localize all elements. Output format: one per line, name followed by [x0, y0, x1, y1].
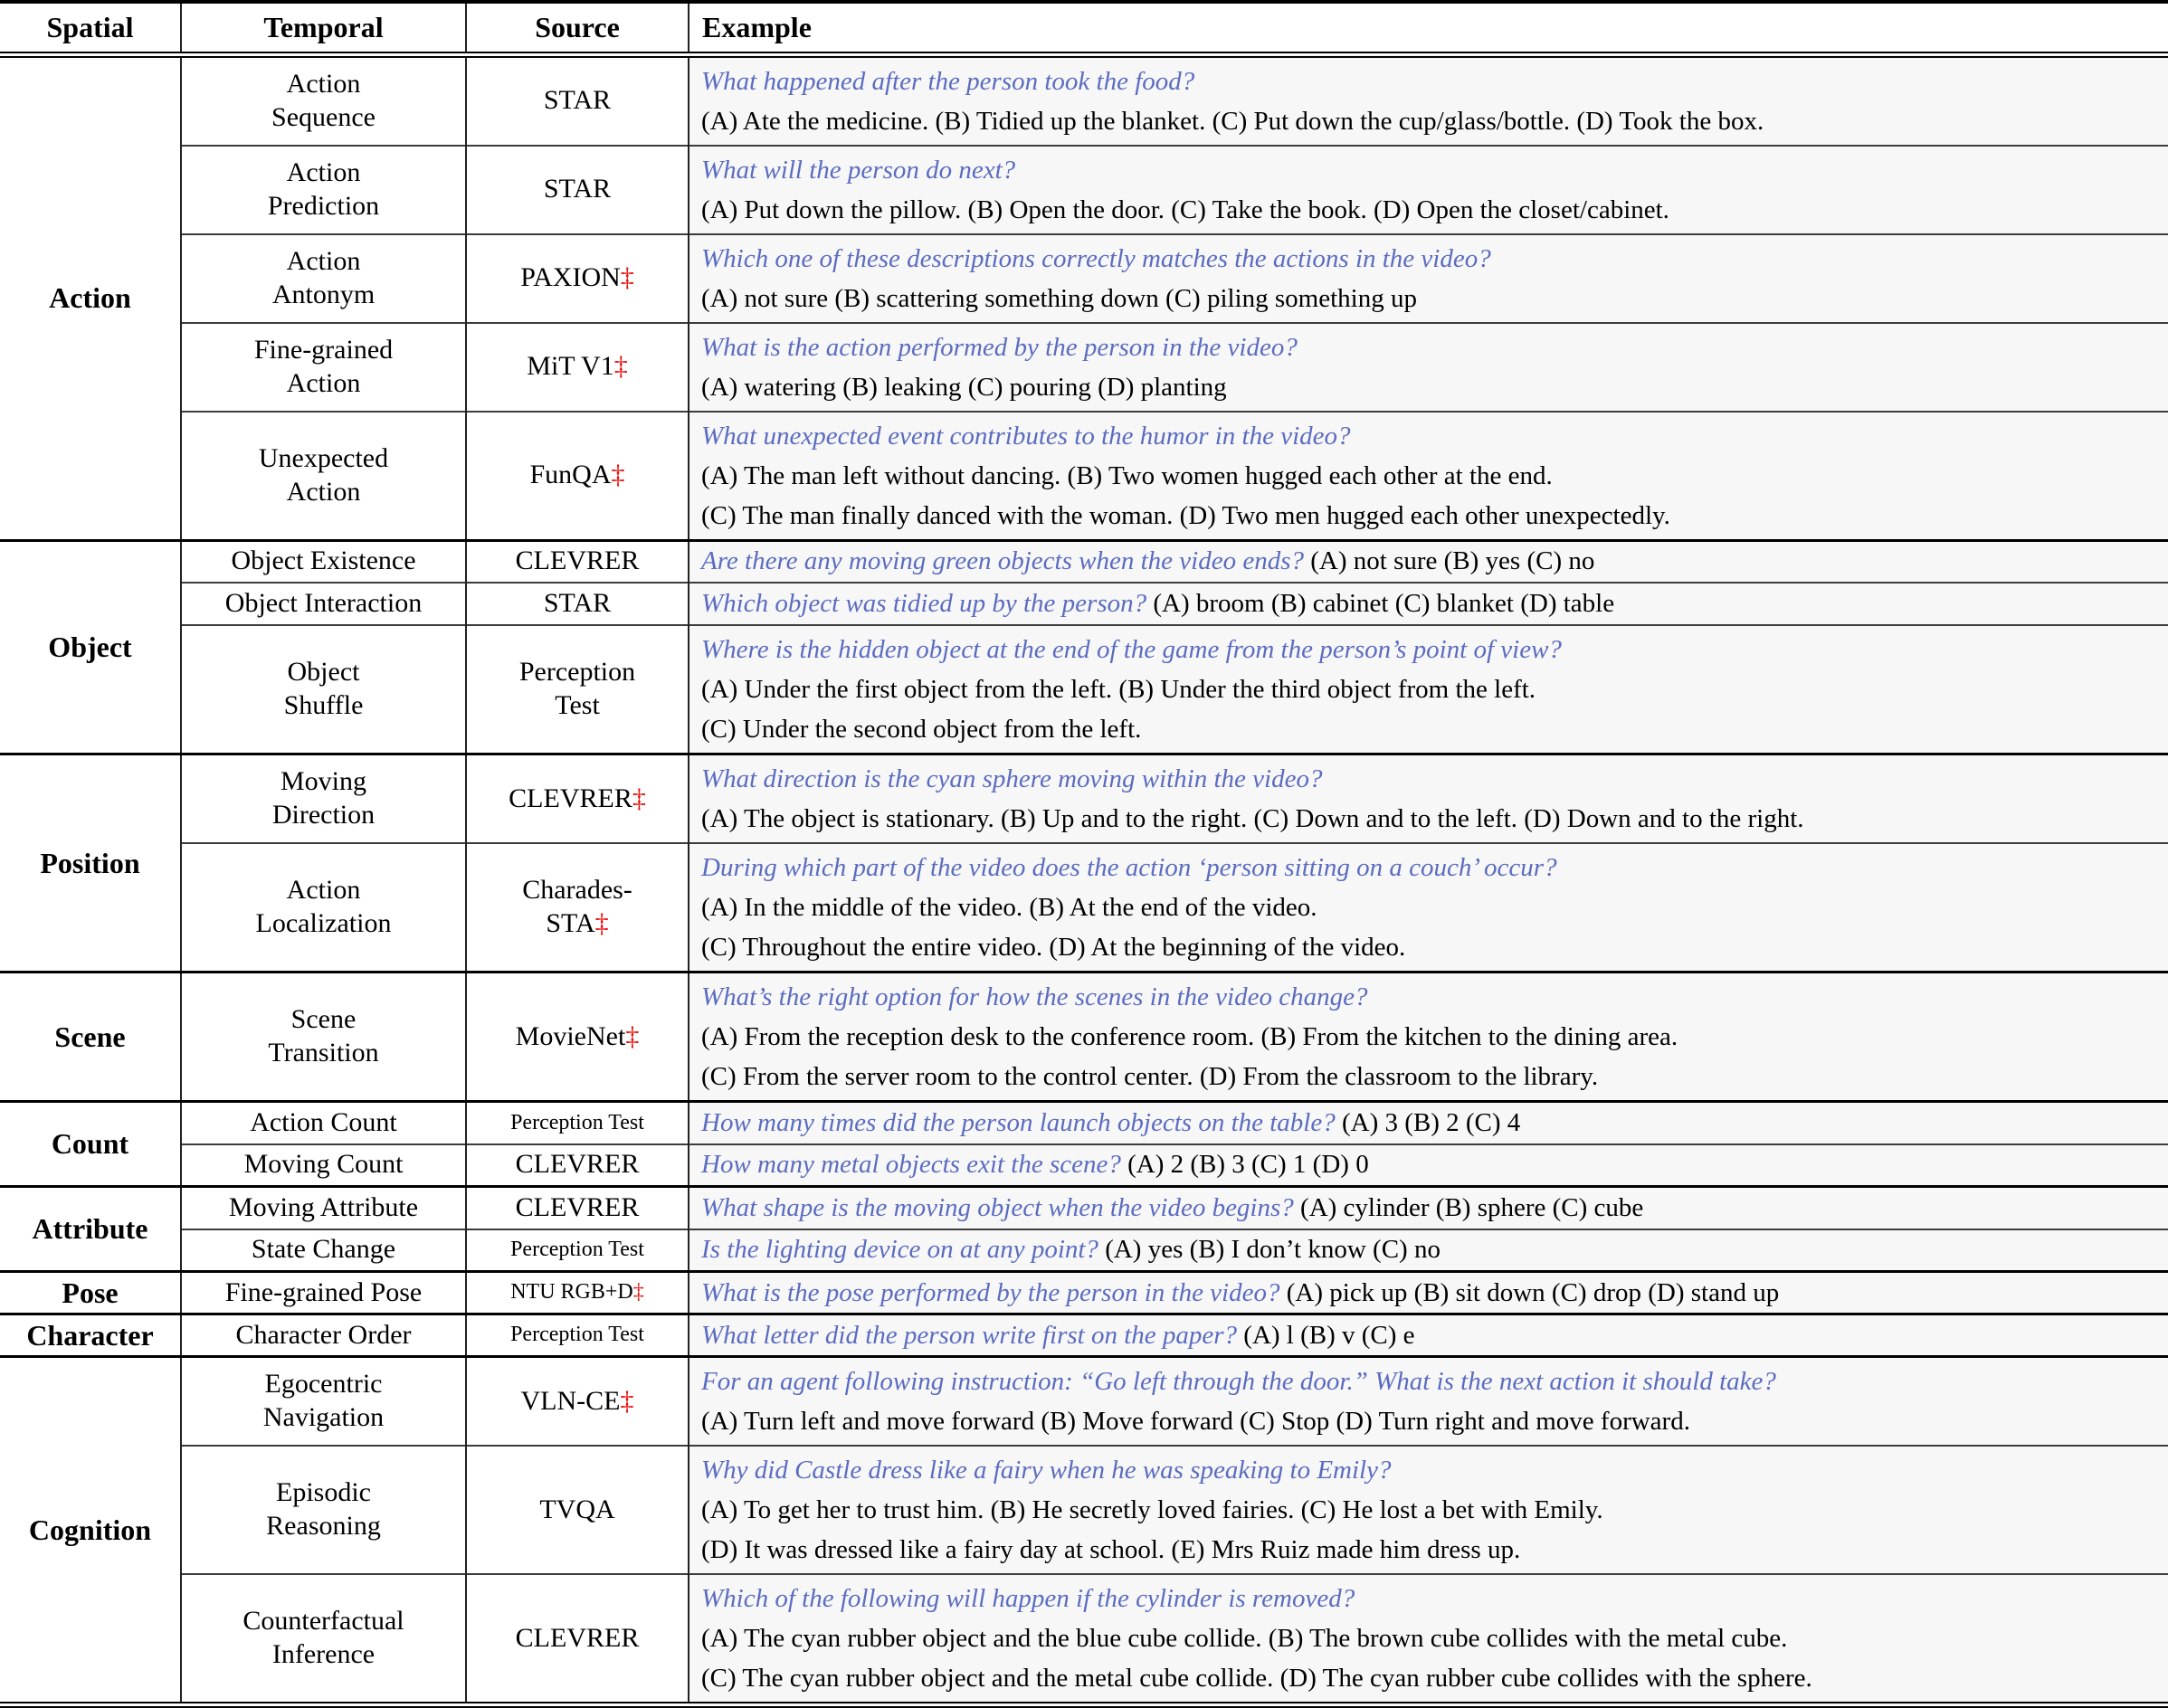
options-text: (A) l (B) v (C) e [1243, 1320, 1415, 1350]
example-cell [689, 234, 2168, 323]
example-cell [689, 1357, 2168, 1447]
options-text: (C) Throughout the entire video. (D) At the beginning of the video. [701, 933, 1406, 962]
options-text: (A) watering (B) leaking (C) pouring (D) planting [701, 372, 1227, 402]
source-cell: CLEVRER [466, 540, 689, 583]
question-text: Which one of these descriptions correctly matches the actions in the video? [701, 243, 1491, 273]
question-text: How many times did the person launch objects on the table? [701, 1107, 1336, 1137]
temporal-cell: Fine-grained Action [181, 323, 466, 412]
example-cell [689, 1102, 2168, 1144]
source-cell: PAXION‡ [466, 234, 689, 323]
question-text: Which object was tidied up by the person? [701, 589, 1147, 619]
temporal-cell: Action Antonym [181, 234, 466, 323]
double-dagger-marker: ‡ [632, 1280, 644, 1305]
options-text: (A) yes (B) I don’t know (C) no [1105, 1235, 1441, 1265]
source-cell: Perception Test [466, 625, 689, 754]
example-cell [689, 583, 2168, 625]
options-text: (A) The object is stationary. (B) Up and to the right. (C) Down and to the left. (D) Down and to the right. [701, 804, 1804, 833]
header-source: Source [466, 2, 689, 54]
temporal-cell: Moving Attribute [181, 1187, 466, 1229]
question-text: What is the action performed by the person in the video? [701, 332, 1298, 362]
question-text: For an agent following instruction: “Go left through the door.” What is the next action it should take? [701, 1367, 1776, 1396]
temporal-cell: Object Existence [181, 540, 466, 583]
source-cell: MovieNet‡ [466, 973, 689, 1102]
double-dagger-marker: ‡ [620, 1385, 634, 1416]
example-cell [689, 323, 2168, 412]
options-text: (A) Under the first object from the left. (B) Under the third object from the left. [701, 675, 1536, 704]
source-cell: CLEVRER‡ [466, 754, 689, 844]
example-line [701, 1234, 2161, 1266]
source-cell: NTU RGB+D‡ [466, 1272, 689, 1314]
table-row [0, 1144, 2168, 1187]
header-row [0, 2, 2168, 54]
spatial-cell: Character [0, 1314, 181, 1357]
spatial-cell: Scene [0, 973, 181, 1102]
source-cell: TVQA [466, 1446, 689, 1574]
options-text: (A) To get her to trust him. (B) He secretly loved fairies. (C) He lost a bet with Emily. [701, 1495, 1603, 1524]
example-cell [689, 1229, 2168, 1272]
source-cell: Perception Test [466, 1314, 689, 1357]
source-cell: VLN-CE‡ [466, 1357, 689, 1447]
question-text: Why did Castle dress like a fairy when he was speaking to Emily? [701, 1456, 1392, 1485]
table-row [0, 583, 2168, 625]
options-text: (A) broom (B) cabinet (C) blanket (D) table [1153, 589, 1615, 619]
source-cell: CLEVRER [466, 1144, 689, 1187]
table-row [0, 1574, 2168, 1705]
question-text: What shape is the moving object when the video begins? [701, 1192, 1294, 1222]
spatial-cell: Object [0, 540, 181, 754]
question-text: Which of the following will happen if the cylinder is removed? [701, 1584, 1355, 1613]
options-text: (D) It was dressed like a fairy day at school. (E) Mrs Ruiz made him dress up. [701, 1535, 1521, 1564]
source-cell: Perception Test [466, 1229, 689, 1272]
temporal-cell: Action Sequence [181, 54, 466, 146]
example-line [701, 546, 2161, 577]
question-text: During which part of the video does the action ‘person sitting on a couch’ occur? [701, 853, 1557, 882]
table-header [0, 2, 2168, 54]
double-dagger-marker: ‡ [632, 783, 646, 813]
options-text: (A) Turn left and move forward (B) Move forward (C) Stop (D) Turn right and move forward. [701, 1407, 1690, 1436]
question-text: Is the lighting device on at any point? [701, 1235, 1098, 1265]
question-text: What letter did the person write first on the paper? [701, 1320, 1238, 1350]
double-dagger-marker: ‡ [625, 1020, 640, 1051]
table-row [0, 234, 2168, 323]
temporal-cell: Object Shuffle [181, 625, 466, 754]
question-text: What direction is the cyan sphere moving within the video? [701, 764, 1323, 793]
table-row [0, 973, 2168, 1102]
source-cell: STAR [466, 583, 689, 625]
temporal-cell: Fine-grained Pose [181, 1272, 466, 1314]
table-row [0, 323, 2168, 412]
question-text: Are there any moving green objects when the video ends? [701, 546, 1304, 576]
question-text: What unexpected event contributes to the humor in the video? [701, 421, 1351, 451]
question-text: What is the pose performed by the person in the video? [701, 1277, 1280, 1307]
double-dagger-marker: ‡ [611, 460, 625, 490]
question-text: What will the person do next? [701, 155, 1016, 185]
temporal-cell: Moving Count [181, 1144, 466, 1187]
source-cell: Charades- STA‡ [466, 843, 689, 973]
example-cell [689, 754, 2168, 844]
example-cell [689, 1574, 2168, 1705]
table-row [0, 412, 2168, 541]
options-text: (A) Put down the pillow. (B) Open the door. (C) Take the book. (D) Open the closet/cabinet. [701, 195, 1669, 224]
temporal-cell: Moving Direction [181, 754, 466, 844]
example-cell [689, 412, 2168, 541]
table-row [0, 146, 2168, 234]
table-row [0, 843, 2168, 973]
table-row [0, 1446, 2168, 1574]
example-line [701, 1107, 2161, 1139]
example-line [701, 1320, 2161, 1352]
question-text: What happened after the person took the food? [701, 66, 1195, 96]
table-row [0, 625, 2168, 754]
header-spatial: Spatial [0, 2, 181, 54]
table-row [0, 1357, 2168, 1447]
temporal-cell: Scene Transition [181, 973, 466, 1102]
example-cell [689, 625, 2168, 754]
temporal-cell: Character Order [181, 1314, 466, 1357]
spatial-cell: Attribute [0, 1187, 181, 1272]
spatial-cell: Action [0, 54, 181, 540]
temporal-cell: Action Count [181, 1102, 466, 1144]
example-cell [689, 1272, 2168, 1314]
example-cell [689, 1187, 2168, 1229]
options-text: (A) The cyan rubber object and the blue cube collide. (B) The brown cube collides with the metal cube. [701, 1624, 1788, 1653]
options-text: (A) The man left without dancing. (B) Two women hugged each other at the end. [701, 460, 1553, 490]
example-line [701, 1277, 2161, 1309]
question-text: What’s the right option for how the scenes in the video change? [701, 982, 1368, 1011]
spatial-cell: Pose [0, 1272, 181, 1314]
temporal-cell: Action Localization [181, 843, 466, 973]
table-row [0, 1314, 2168, 1357]
temporal-cell: Episodic Reasoning [181, 1446, 466, 1574]
options-text: (C) From the server room to the control center. (D) From the classroom to the library. [701, 1062, 1599, 1091]
example-cell [689, 973, 2168, 1102]
options-text: (A) Ate the medicine. (B) Tidied up the blanket. (C) Put down the cup/glass/bottle. (D) Took the box. [701, 106, 1764, 136]
source-cell: CLEVRER [466, 1574, 689, 1705]
source-cell: Perception Test [466, 1102, 689, 1144]
spatial-cell: Position [0, 754, 181, 973]
temporal-cell: Counterfactual Inference [181, 1574, 466, 1705]
example-cell [689, 54, 2168, 146]
example-cell [689, 843, 2168, 973]
options-text: (C) The cyan rubber object and the metal cube collide. (D) The cyan rubber cube collides with the sphere. [701, 1664, 1812, 1693]
double-dagger-marker: ‡ [620, 262, 634, 293]
temporal-cell: Object Interaction [181, 583, 466, 625]
source-cell: STAR [466, 54, 689, 146]
double-dagger-marker: ‡ [613, 351, 628, 382]
table-row [0, 54, 2168, 146]
example-line [701, 588, 2161, 620]
example-line [701, 1192, 2161, 1224]
temporal-cell: Action Prediction [181, 146, 466, 234]
source-cell: STAR [466, 146, 689, 234]
header-example: Example [689, 2, 2168, 54]
table-row [0, 754, 2168, 844]
spatial-cell: Cognition [0, 1357, 181, 1705]
source-cell: CLEVRER [466, 1187, 689, 1229]
table-row [0, 1272, 2168, 1314]
options-text: (A) pick up (B) sit down (C) drop (D) stand up [1286, 1277, 1780, 1307]
temporal-cell: Unexpected Action [181, 412, 466, 541]
question-text: Where is the hidden object at the end of the game from the person’s point of view? [701, 635, 1562, 664]
example-line [701, 1149, 2161, 1181]
source-cell: MiT V1‡ [466, 323, 689, 412]
table-body [0, 54, 2168, 1705]
options-text: (A) not sure (B) yes (C) no [1310, 546, 1595, 576]
example-cell [689, 1314, 2168, 1357]
spatial-cell: Count [0, 1102, 181, 1187]
options-text: (A) In the middle of the video. (B) At the end of the video. [701, 893, 1317, 922]
header-temporal: Temporal [181, 2, 466, 54]
question-text: How many metal objects exit the scene? [701, 1150, 1121, 1180]
table-row [0, 540, 2168, 583]
options-text: (A) not sure (B) scattering something down (C) piling something up [701, 283, 1417, 313]
options-text: (A) 2 (B) 3 (C) 1 (D) 0 [1127, 1150, 1369, 1180]
temporal-cell: Egocentric Navigation [181, 1357, 466, 1447]
example-cell [689, 1144, 2168, 1187]
example-cell [689, 540, 2168, 583]
table-row [0, 1102, 2168, 1144]
double-dagger-marker: ‡ [594, 908, 609, 938]
table-row [0, 1229, 2168, 1272]
options-text: (C) The man finally danced with the woman. (D) Two men hugged each other unexpectedly. [701, 500, 1670, 530]
table-row [0, 1187, 2168, 1229]
temporal-cell: State Change [181, 1229, 466, 1272]
example-cell [689, 1446, 2168, 1574]
options-text: (A) 3 (B) 2 (C) 4 [1341, 1107, 1521, 1137]
options-text: (A) From the reception desk to the conference room. (B) From the kitchen to the dining area. [701, 1022, 1678, 1051]
options-text: (A) cylinder (B) sphere (C) cube [1300, 1192, 1644, 1222]
source-cell: FunQA‡ [466, 412, 689, 541]
example-cell [689, 146, 2168, 234]
options-text: (C) Under the second object from the left. [701, 715, 1142, 744]
